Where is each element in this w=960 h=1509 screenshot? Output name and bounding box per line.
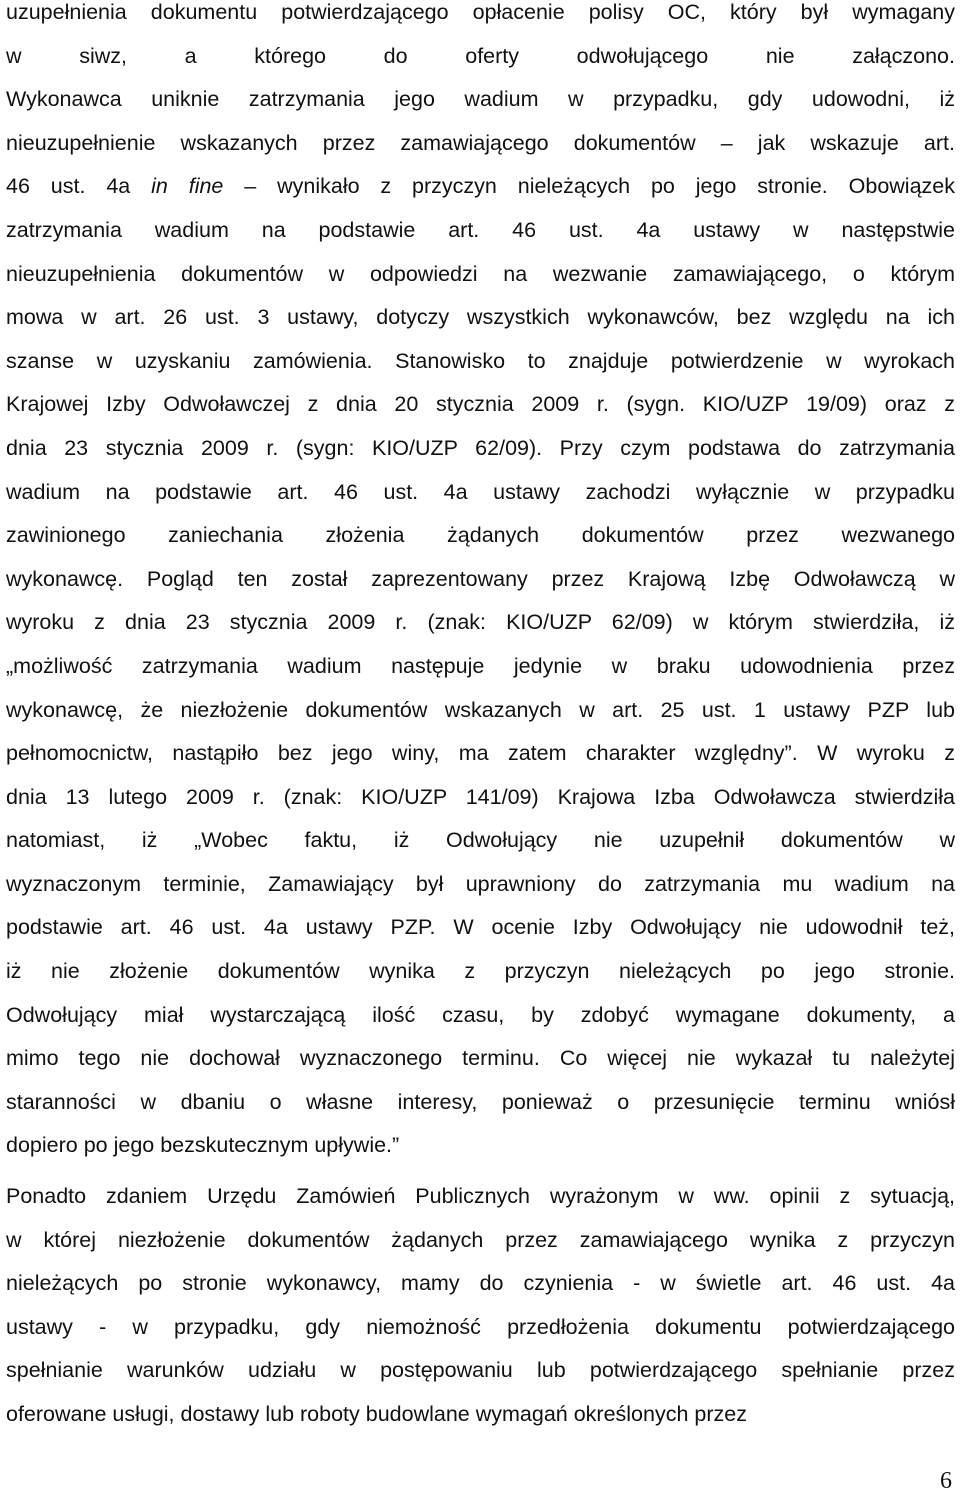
text-segment: zawinionego zaniechania złożenia żądanych dokumentów przez wezwanego — [6, 523, 955, 548]
text-segment: wykonawcę. Pogląd ten został zaprezentowany przez Krajową Izbę Odwoławczą w — [6, 566, 955, 591]
text-segment: Ponadto zdaniem Urzędu Zamówień Publicznych wyrażonym w ww. opinii z sytuacją, — [6, 1184, 955, 1208]
text-line — [6, 346, 955, 390]
text-segment: dnia 13 lutego 2009 r. (znak: KIO/UZP 141/09) Krajowa Izba Odwoławcza stwierdziła — [6, 784, 955, 809]
text-segment: nieuzupełnienia dokumentów w odpowiedzi na wezwanie zamawiającego, o którym — [6, 261, 955, 286]
text-line — [6, 1130, 955, 1174]
text-line — [6, 738, 955, 782]
text-segment: iż nie złożenie dokumentów wynika z przyczyn nieleżących po jego stronie. — [6, 959, 955, 984]
text-line — [6, 1399, 955, 1443]
text-segment: natomiast, iż „Wobec faktu, iż Odwołujący nie uzupełnił dokumentów w — [6, 828, 955, 853]
text-line — [6, 607, 955, 651]
text-line — [6, 520, 955, 564]
page-number: 6 — [940, 1468, 952, 1494]
text-segment: pełnomocnictw, nastąpiło bez jego winy, ma zatem charakter względny”. W wyroku z — [6, 741, 955, 766]
paragraph-uzp-opinion — [6, 1181, 955, 1443]
text-line — [6, 477, 955, 521]
text-line — [6, 41, 955, 85]
text-segment: staranności w dbaniu o własne interesy, ponieważ o przesunięcie terminu wniósł — [6, 1089, 955, 1114]
text-line — [6, 1087, 955, 1131]
text-segment: Odwołujący miał wystarczającą ilość czasu, by zdobyć wymagane dokumenty, a — [6, 1002, 955, 1027]
text-line — [6, 782, 955, 826]
text-segment: wyznaczonym terminie, Zamawiający był uprawniony do zatrzymania mu wadium na — [6, 871, 955, 896]
text-segment: uzupełnienia dokumentu potwierdzającego opłacenie polisy OC, który był wymagany — [6, 0, 955, 24]
text-line — [6, 1268, 955, 1312]
text-segment: dopiero po jego bezskutecznym upływie.” — [6, 1133, 400, 1158]
text-line — [6, 128, 955, 172]
text-line — [6, 695, 955, 739]
text-segment: oferowane usługi, dostawy lub roboty budowlane wymagań określonych przez — [6, 1401, 747, 1426]
italic-phrase: in fine — [151, 174, 224, 199]
text-line — [6, 0, 955, 41]
text-segment: mowa w art. 26 ust. 3 ustawy, dotyczy wszystkich wykonawców, bez względu na ich — [6, 305, 955, 330]
text-segment: podstawie art. 46 ust. 4a ustawy PZP. W ocenie Izby Odwołujący nie udowodnił też, — [6, 915, 955, 940]
text-segment: wykonawcę, że niezłożenie dokumentów wskazanych w art. 25 ust. 1 ustawy PZP lub — [6, 697, 955, 722]
text-segment: w siwz, a którego do oferty odwołującego nie załączono. — [6, 43, 955, 68]
text-segment: Wykonawca uniknie zatrzymania jego wadium w przypadku, gdy udowodni, iż — [6, 87, 955, 112]
text-line — [6, 1043, 955, 1087]
text-line — [6, 1312, 955, 1356]
text-line — [6, 912, 955, 956]
text-segment: Krajowej Izby Odwoławczej z dnia 20 stycznia 2009 r. (sygn. KIO/UZP 19/09) oraz z — [6, 392, 955, 417]
text-line — [6, 651, 955, 695]
text-segment: mimo tego nie dochował wyznaczonego terminu. Co więcej nie wykazał tu należytej — [6, 1046, 955, 1071]
text-segment: spełnianie warunków udziału w postępowaniu lub potwierdzającego spełnianie przez — [6, 1358, 955, 1383]
text-segment: szanse w uzyskaniu zamówienia. Stanowisko to znajduje potwierdzenie w wyrokach — [6, 348, 955, 373]
paragraph-wadium-retention — [6, 0, 955, 1174]
text-line — [6, 433, 955, 477]
text-segment: wyroku z dnia 23 stycznia 2009 r. (znak: KIO/UZP 62/09) w którym stwierdziła, iż — [6, 610, 955, 635]
text-line — [6, 389, 955, 433]
text-segment: „możliwość zatrzymania wadium następuje jedynie w braku udowodnienia przez — [6, 653, 955, 678]
text-segment: – wynikało z przyczyn nieleżących po jego stronie. Obowiązek — [223, 174, 955, 199]
text-line — [6, 1000, 955, 1044]
text-line — [6, 1225, 955, 1269]
text-segment: dnia 23 stycznia 2009 r. (sygn: KIO/UZP 62/09). Przy czym podstawa do zatrzymania — [6, 435, 955, 460]
text-segment: w której niezłożenie dokumentów żądanych przez zamawiającego wynika z przyczyn — [6, 1227, 955, 1252]
text-line — [6, 1355, 955, 1399]
text-line — [6, 869, 955, 913]
text-line — [6, 1181, 955, 1225]
text-line — [6, 302, 955, 346]
text-line — [6, 956, 955, 1000]
text-segment: wadium na podstawie art. 46 ust. 4a ustawy zachodzi wyłącznie w przypadku — [6, 479, 955, 504]
text-line — [6, 215, 955, 259]
text-line — [6, 84, 955, 128]
text-segment: nieleżących po stronie wykonawcy, mamy do czynienia - w świetle art. 46 ust. 4a — [6, 1271, 955, 1296]
text-line — [6, 171, 955, 215]
text-segment: 46 ust. 4a — [6, 174, 152, 199]
text-segment: nieuzupełnienie wskazanych przez zamawiającego dokumentów – jak wskazuje art. — [6, 130, 955, 155]
text-segment: ustawy - w przypadku, gdy niemożność przedłożenia dokumentu potwierdzającego — [6, 1314, 955, 1339]
text-line — [6, 825, 955, 869]
text-line — [6, 564, 955, 608]
text-line — [6, 259, 955, 303]
text-segment: zatrzymania wadium na podstawie art. 46 ust. 4a ustawy w następstwie — [6, 217, 955, 242]
